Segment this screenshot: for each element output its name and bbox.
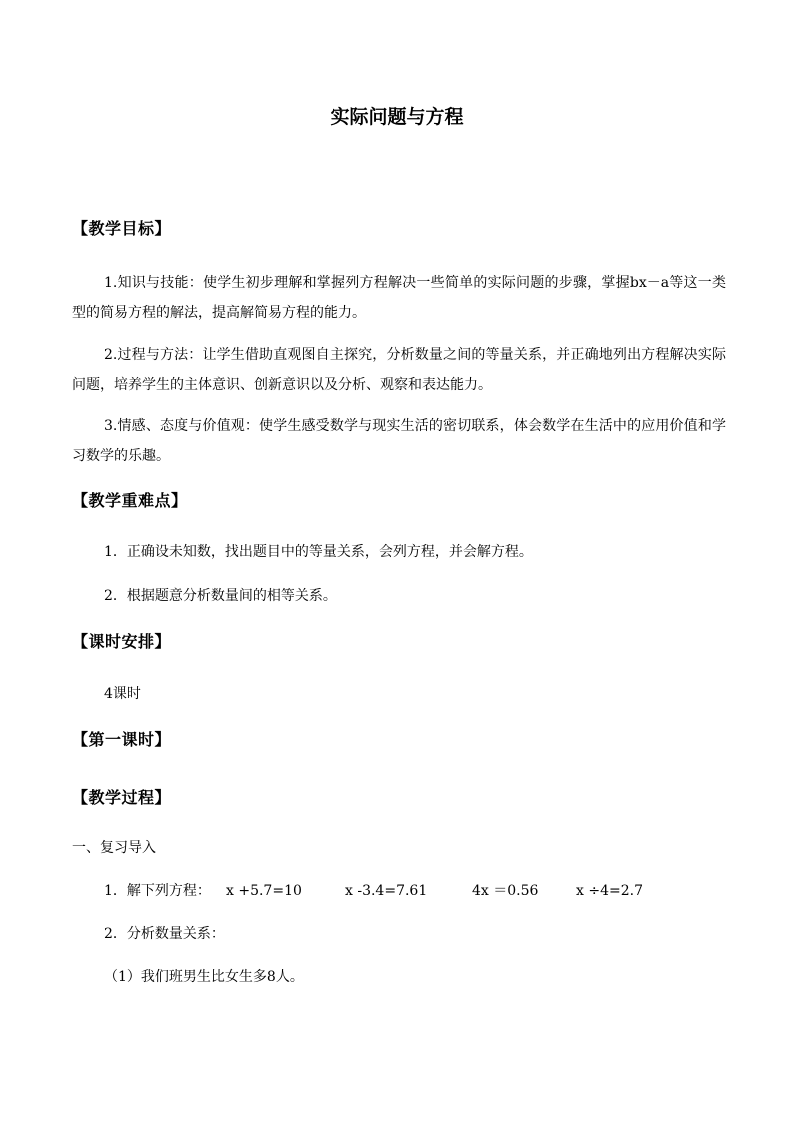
equations-line	[104, 880, 664, 902]
schedule-value: 4课时	[104, 686, 141, 702]
step2-item-1: （1）我们班男生比女生多8人。	[104, 969, 304, 985]
objective-item-3: 3.情感、态度与价值观：使学生感受数学与现实生活的密切联系，体会数学在生活中的应用价值和学习数学的乐趣。	[72, 418, 726, 464]
first-lesson-heading: 【第一课时】	[72, 730, 172, 749]
review-intro-title: 一、复习导入	[72, 840, 156, 856]
key-point-item-1: 1．正确设未知数，找出题目中的等量关系，会列方程，并会解方程。	[104, 544, 533, 560]
equation-1: x +5.7=10	[226, 883, 302, 899]
key-points-heading: 【教学重难点】	[72, 491, 188, 510]
objective-item-1: 1.知识与技能：使学生初步理解和掌握列方程解决一些简单的实际问题的步骤，掌握bx－a等这一类型的简易方程的解法，提高解简易方程的能力。	[72, 275, 726, 321]
equation-2: x -3.4=7.61	[345, 883, 428, 899]
equation-4: x ÷4=2.7	[576, 883, 643, 899]
document-title: 实际问题与方程	[330, 106, 464, 128]
step1-label: 1．解下列方程：	[104, 883, 211, 899]
process-heading: 【教学过程】	[72, 788, 172, 807]
equation-3: 4x ＝0.56	[472, 883, 539, 899]
schedule-heading: 【课时安排】	[72, 632, 172, 651]
objective-item-2: 2.过程与方法：让学生借助直观图自主探究，分析数量之间的等量关系，并正确地列出方程解决实际问题，培养学生的主体意识、创新意识以及分析、观察和表达能力。	[72, 347, 726, 393]
objectives-heading: 【教学目标】	[72, 219, 172, 238]
key-point-item-2: 2．根据题意分析数量间的相等关系。	[104, 588, 337, 604]
step2-label: 2．分析数量关系：	[104, 926, 225, 942]
